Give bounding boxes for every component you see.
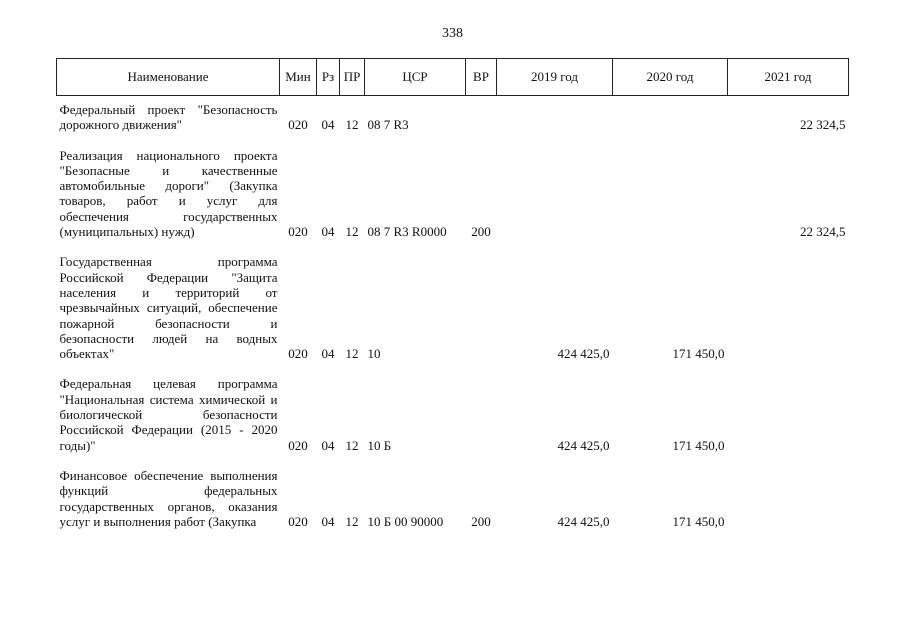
row-2019 bbox=[497, 142, 613, 249]
row-2020: 171 450,0 bbox=[672, 513, 725, 529]
row-2021 bbox=[728, 370, 849, 461]
table-row bbox=[57, 462, 849, 538]
row-vr: 200 bbox=[471, 224, 491, 240]
row-csr: 08 7 R3 R0000 bbox=[367, 224, 447, 240]
row-2019: 424 425,0 bbox=[557, 437, 610, 453]
row-csr: 10 Б 00 90000 bbox=[367, 513, 444, 529]
row-csr: 10 Б bbox=[367, 437, 392, 453]
row-name: Государственная программа Российской Федерации "Защита населения и территорий от чрезвычайных ситуаций, обеспечение пожарной безопасности и безопасности людей на водных объектах" bbox=[59, 254, 278, 362]
row-pr: 12 bbox=[345, 117, 359, 133]
header-2020: 2020 год bbox=[613, 59, 728, 96]
row-2021 bbox=[728, 462, 849, 538]
table-row bbox=[57, 248, 849, 370]
row-name: Федеральный проект "Безопасность дорожного движения" bbox=[59, 102, 278, 133]
row-rz: 04 bbox=[321, 117, 335, 133]
row-min: 020 bbox=[288, 117, 308, 133]
row-2021: 22 324,5 bbox=[800, 224, 846, 240]
page-number: 338 bbox=[442, 26, 463, 41]
row-rz: 04 bbox=[321, 437, 335, 453]
row-vr bbox=[466, 96, 497, 142]
header-csr: ЦСР bbox=[365, 59, 466, 96]
table-header-row bbox=[57, 59, 849, 96]
row-name: Федеральная целевая программа "Национальная система химической и биологической безопасности Российской Федерации (2015 - 2020 годы)" bbox=[59, 376, 278, 453]
row-2019: 424 425,0 bbox=[557, 346, 610, 362]
row-2021: 22 324,5 bbox=[800, 117, 846, 133]
row-min: 020 bbox=[288, 437, 308, 453]
row-name: Финансовое обеспечение выполнения функций федеральных государственных органов, оказания услуг и выполнения работ (Закупка bbox=[59, 467, 278, 529]
row-min: 020 bbox=[288, 513, 308, 529]
budget-table bbox=[56, 58, 849, 538]
row-2019 bbox=[497, 96, 613, 142]
row-csr: 08 7 R3 bbox=[367, 117, 409, 133]
row-pr: 12 bbox=[345, 513, 359, 529]
row-rz: 04 bbox=[321, 224, 335, 240]
row-name: Реализация национального проекта "Безопасные и качественные автомобильные дороги" (Закупка товаров, работ и услуг для обеспечения государственных (муниципальных) нужд) bbox=[59, 147, 278, 240]
header-pr: ПР bbox=[340, 59, 365, 96]
row-2020: 171 450,0 bbox=[672, 437, 725, 453]
row-min: 020 bbox=[288, 224, 308, 240]
row-min: 020 bbox=[288, 346, 308, 362]
row-vr bbox=[466, 370, 497, 461]
table-row bbox=[57, 370, 849, 461]
header-min: Мин bbox=[280, 59, 317, 96]
row-2020 bbox=[613, 142, 728, 249]
row-2019: 424 425,0 bbox=[557, 513, 610, 529]
table-row bbox=[57, 142, 849, 249]
table-row bbox=[57, 96, 849, 142]
header-rz: Рз bbox=[317, 59, 340, 96]
header-2019: 2019 год bbox=[497, 59, 613, 96]
header-vr: ВР bbox=[466, 59, 497, 96]
row-pr: 12 bbox=[345, 437, 359, 453]
row-rz: 04 bbox=[321, 513, 335, 529]
row-pr: 12 bbox=[345, 224, 359, 240]
header-name: Наименование bbox=[57, 59, 280, 96]
row-vr bbox=[466, 248, 497, 370]
row-vr: 200 bbox=[471, 513, 491, 529]
header-2021: 2021 год bbox=[728, 59, 849, 96]
row-2021 bbox=[728, 248, 849, 370]
row-pr: 12 bbox=[345, 346, 359, 362]
row-csr: 10 bbox=[367, 346, 381, 362]
row-rz: 04 bbox=[321, 346, 335, 362]
row-2020 bbox=[613, 96, 728, 142]
row-2020: 171 450,0 bbox=[672, 346, 725, 362]
